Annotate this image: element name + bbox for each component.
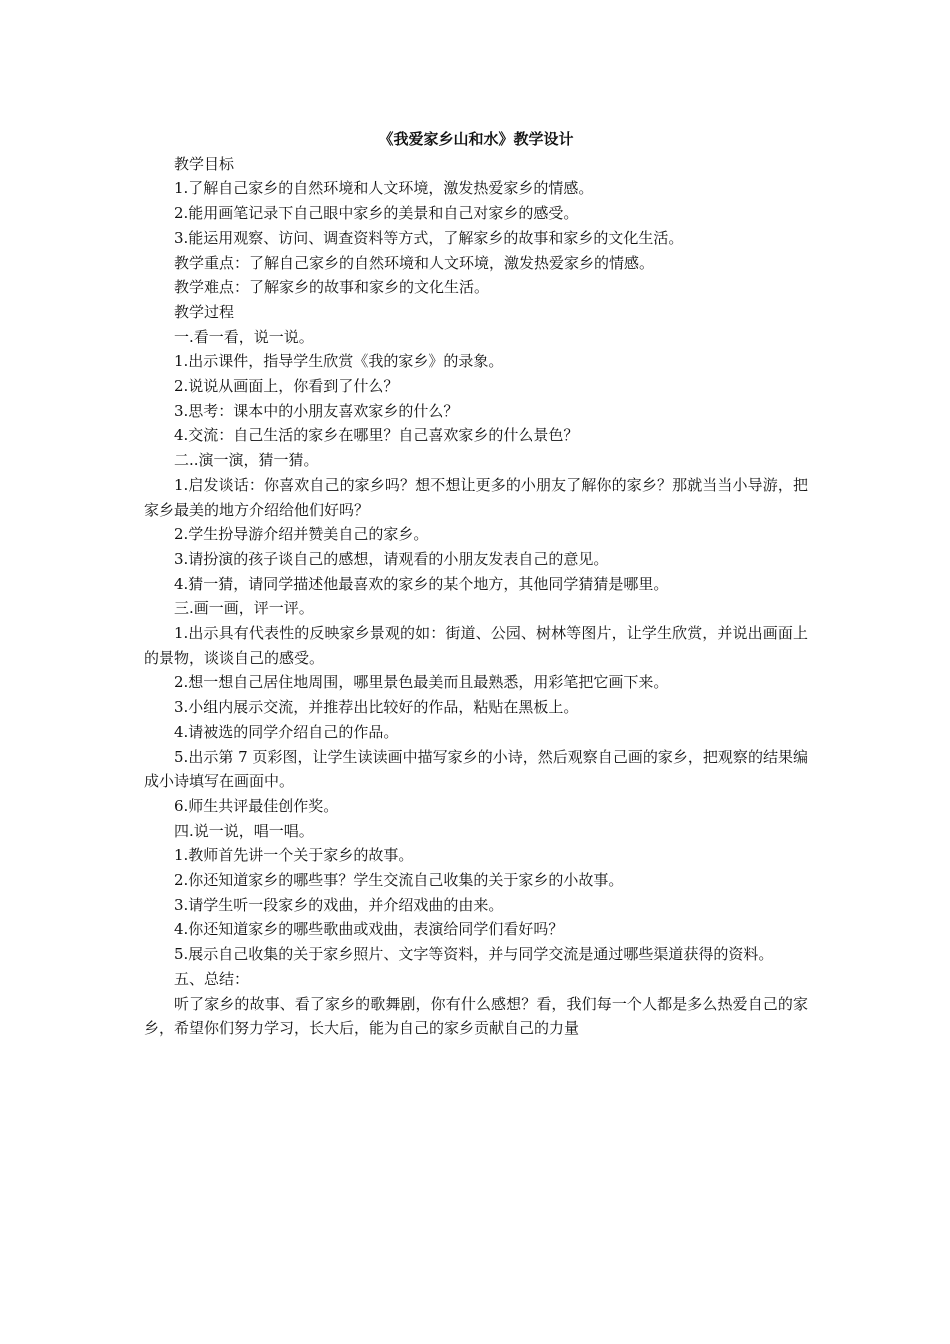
summary-paragraph: 听了家乡的故事、看了家乡的歌舞剧，你有什么感想？看，我们每一个人都是多么热爱自己的家乡，希望你们努力学习，长大后，能为自己的家乡贡献自己的力量	[144, 994, 808, 1038]
step-1-heading: 一.看一看，说一说。	[174, 327, 314, 346]
step-3-item-3: 3.小组内展示交流，并推荐出比较好的作品，粘贴在黑板上。	[174, 698, 579, 717]
step-4-heading: 四.说一说，唱一唱。	[174, 821, 314, 840]
step-2-item-4: 4.猜一猜，请同学描述他最喜欢的家乡的某个地方，其他同学猜猜是哪里。	[174, 574, 669, 593]
section-heading-process: 教学过程	[174, 302, 235, 321]
step-2-item-1: 1.启发谈话：你喜欢自己的家乡吗？想不想让更多的小朋友了解你的家乡？那就当当小导游，把家乡最美的地方介绍给他们好吗？	[144, 475, 808, 519]
difficult-point: 教学难点：了解家乡的故事和家乡的文化生活。	[174, 278, 490, 297]
step-4-item-5: 5.展示自己收集的关于家乡照片、文字等资料，并与同学交流是通过哪些渠道获得的资料。	[174, 945, 774, 964]
step-2-item-3: 3.请扮演的孩子谈自己的感想，请观看的小朋友发表自己的意见。	[174, 549, 609, 568]
step-4-item-3: 3.请学生听一段家乡的戏曲，并介绍戏曲的由来。	[174, 895, 504, 914]
step-1-item-1: 1.出示课件，指导学生欣赏《我的家乡》的录象。	[174, 352, 504, 371]
step-2-item-2: 2.学生扮导游介绍并赞美自己的家乡。	[174, 525, 429, 544]
step-4-item-1: 1.教师首先讲一个关于家乡的故事。	[174, 846, 414, 865]
step-1-item-2: 2.说说从画面上，你看到了什么？	[174, 377, 399, 396]
section-heading-objectives: 教学目标	[174, 154, 235, 173]
key-point: 教学重点：了解自己家乡的自然环境和人文环境，激发热爱家乡的情感。	[174, 253, 655, 272]
step-2-heading: 二..演一演，猜一猜。	[174, 451, 319, 470]
step-5-heading: 五、总结：	[174, 969, 250, 988]
step-3-item-4: 4.请被选的同学介绍自己的作品。	[174, 722, 399, 741]
step-3-heading: 三.画一画，评一评。	[174, 599, 314, 618]
step-1-item-4: 4.交流：自己生活的家乡在哪里？自己喜欢家乡的什么景色？	[174, 426, 579, 445]
step-4-item-4: 4.你还知道家乡的哪些歌曲或戏曲，表演给同学们看好吗？	[174, 920, 564, 939]
step-3-item-6: 6.师生共评最佳创作奖。	[174, 796, 339, 815]
document-body	[144, 127, 808, 1041]
step-3-item-1: 1.出示具有代表性的反映家乡景观的如：街道、公园、树林等图片，让学生欣赏，并说出画面上的景物，谈谈自己的感受。	[144, 624, 808, 667]
objective-2: 2.能用画笔记录下自己眼中家乡的美景和自己对家乡的感受。	[174, 204, 579, 223]
objective-3: 3.能运用观察、访问、调查资料等方式，了解家乡的故事和家乡的文化生活。	[174, 228, 684, 247]
objective-1: 1.了解自己家乡的自然环境和人文环境，激发热爱家乡的情感。	[174, 179, 594, 198]
step-3-item-2: 2.想一想自己居住地周围，哪里景色最美而且最熟悉，用彩笔把它画下来。	[174, 673, 669, 692]
document-title: 《我爱家乡山和水》教学设计	[378, 130, 574, 148]
step-4-item-2: 2.你还知道家乡的哪些事？学生交流自己收集的关于家乡的小故事。	[174, 871, 624, 890]
step-3-item-5: 5.出示第 7 页彩图，让学生读读画中描写家乡的小诗，然后观察自己画的家乡，把观察的结果编成小诗填写在画面中。	[144, 747, 808, 791]
step-1-item-3: 3.思考：课本中的小朋友喜欢家乡的什么？	[174, 401, 459, 420]
